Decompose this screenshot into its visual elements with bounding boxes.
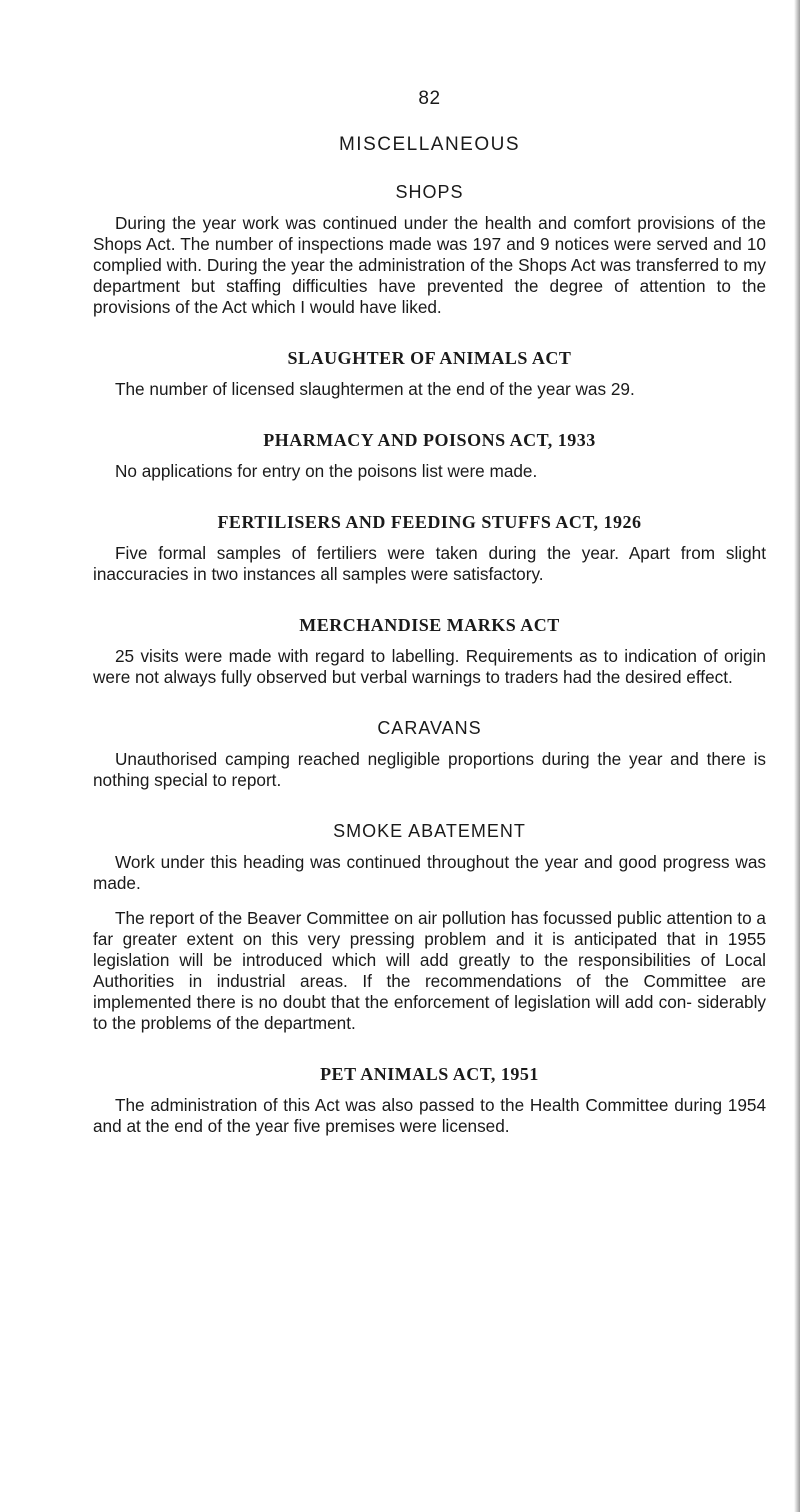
page-edge-shadow [794,0,800,1512]
section-merchandise-marks-act [93,615,766,688]
paragraph: During the year work was continued under the health and comfort provisions of the Shops Act. The number of inspections made was 197 and 9 notices were served and 10 complied with. During the year the administration of the Shops Act was transferred to my department but staffing difficulties have prevented the degree of attention to the provisions of the Act which I would have liked. [93,213,766,317]
main-heading: MISCELLANEOUS [338,134,521,155]
section-heading-slaughter: SLAUGHTER OF ANIMALS ACT [287,348,572,368]
section-pharmacy-and-poisons-act [93,430,766,482]
section-heading-smoke: SMOKE ABATEMENT [333,821,526,841]
paragraph: Unauthorised camping reached negligible proportions during the year and there is nothing special to report. [93,749,766,790]
section-heading-merchandise: MERCHANDISE MARKS ACT [299,615,560,635]
section-shops [93,182,766,318]
page-number: 82 [418,88,441,109]
section-fertilisers-act [93,512,766,585]
paragraph: Five formal samples of fertiliers were taken during the year. Apart from slight inaccuracies in two instances all samples were satisfactory. [93,543,766,584]
paragraph: The report of the Beaver Committee on air pollution has focussed public attention to a far greater extent on this very pressing problem and it is anticipated that in 1955 legislation will be introduced which will add greatly to the responsibilities of Local Authorities in industrial areas. If the recommendations of the Committee are implemented there is no doubt that the enforcement of legislation will add con- siderably to the problems of the department. [93,908,766,1033]
paragraph: 25 visits were made with regard to labelling. Requirements as to indication of origin were not always fully observed but verbal warnings to traders had the desired effect. [93,646,766,687]
section-heading-shops: SHOPS [395,182,464,202]
paragraph: The number of licensed slaughtermen at the end of the year was 29. [115,379,635,399]
section-caravans [93,718,766,791]
paragraph: Work under this heading was continued throughout the year and good progress was made. [93,852,766,893]
section-pet-animals-act [93,1064,766,1137]
paragraph: No applications for entry on the poisons list were made. [115,461,538,481]
section-heading-caravans: CARAVANS [377,718,482,738]
document-page [93,88,766,1151]
paragraph: The administration of this Act was also passed to the Health Committee during 1954 and at the end of the year five premises were licensed. [93,1095,766,1136]
section-smoke-abatement [93,821,766,1034]
section-slaughter-of-animals-act [93,348,766,400]
section-heading-fertilisers: FERTILISERS AND FEEDING STUFFS ACT, 1926 [217,512,642,532]
section-heading-pet-animals: PET ANIMALS ACT, 1951 [320,1064,539,1084]
section-heading-pharmacy: PHARMACY AND POISONS ACT, 1933 [263,430,596,450]
